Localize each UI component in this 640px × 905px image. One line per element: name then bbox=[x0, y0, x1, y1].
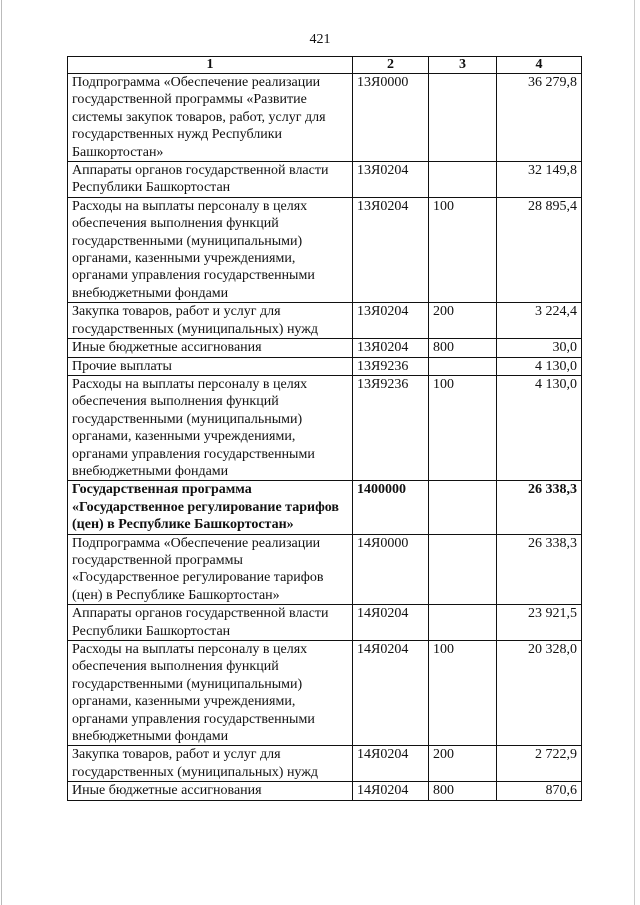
row-type-cell bbox=[429, 534, 497, 605]
row-type-cell: 800 bbox=[429, 339, 497, 357]
row-code-cell: 13Я0204 bbox=[353, 162, 429, 198]
row-code-cell: 13Я9236 bbox=[353, 357, 429, 375]
row-amount-cell: 26 338,3 bbox=[497, 534, 582, 605]
row-name-cell: Закупка товаров, работ и услуг для государственных (муниципальных) нужд bbox=[68, 746, 353, 782]
page-number: 421 bbox=[309, 32, 331, 47]
table-row bbox=[68, 162, 582, 198]
row-amount-cell: 36 279,8 bbox=[497, 74, 582, 162]
row-code-cell: 13Я0000 bbox=[353, 74, 429, 162]
table-row bbox=[68, 746, 582, 782]
row-code-cell: 14Я0204 bbox=[353, 746, 429, 782]
row-name-cell: Аппараты органов государственной власти Республики Башкортостан bbox=[68, 605, 353, 641]
row-name-cell: Иные бюджетные ассигнования bbox=[68, 782, 353, 800]
row-code-cell: 13Я0204 bbox=[353, 339, 429, 357]
row-amount-cell: 4 130,0 bbox=[497, 375, 582, 480]
row-code-cell: 14Я0204 bbox=[353, 605, 429, 641]
row-type-cell: 100 bbox=[429, 375, 497, 480]
table-row bbox=[68, 605, 582, 641]
header-col-2: 2 bbox=[353, 57, 429, 74]
row-code-cell: 13Я0204 bbox=[353, 303, 429, 339]
table-row bbox=[68, 197, 582, 302]
row-amount-cell: 870,6 bbox=[497, 782, 582, 800]
row-amount-cell: 28 895,4 bbox=[497, 197, 582, 302]
table-row bbox=[68, 375, 582, 480]
row-code-cell: 14Я0000 bbox=[353, 534, 429, 605]
row-name-cell: Расходы на выплаты персоналу в целях обеспечения выполнения функций государственными (муниципальными) органами, казенными учреждениями, органами управления государственными внебюджетными фондами bbox=[68, 197, 353, 302]
row-name-cell: Подпрограмма «Обеспечение реализации государственной программы «Государственное регулирование тарифов (цен) в Республике Башкортостан» bbox=[68, 534, 353, 605]
row-name-cell: Расходы на выплаты персоналу в целях обеспечения выполнения функций государственными (муниципальными) органами, казенными учреждениями, органами управления государственными внебюджетными фондами bbox=[68, 641, 353, 746]
table-row bbox=[68, 339, 582, 357]
budget-table bbox=[67, 56, 582, 801]
row-code-cell: 14Я0204 bbox=[353, 641, 429, 746]
row-code-cell: 1400000 bbox=[353, 481, 429, 534]
row-code-cell: 13Я0204 bbox=[353, 197, 429, 302]
row-amount-cell: 3 224,4 bbox=[497, 303, 582, 339]
scan-edge-right bbox=[634, 0, 635, 905]
row-name-cell: Подпрограмма «Обеспечение реализации государственной программы «Развитие системы закупок товаров, работ, услуг для государственных нужд Республики Башкортостан» bbox=[68, 74, 353, 162]
header-col-4: 4 bbox=[497, 57, 582, 74]
row-name-cell: Иные бюджетные ассигнования bbox=[68, 339, 353, 357]
row-code-cell: 14Я0204 bbox=[353, 782, 429, 800]
row-amount-cell: 20 328,0 bbox=[497, 641, 582, 746]
row-amount-cell: 26 338,3 bbox=[497, 481, 582, 534]
table-row bbox=[68, 534, 582, 605]
row-type-cell bbox=[429, 74, 497, 162]
row-type-cell: 100 bbox=[429, 197, 497, 302]
scan-edge-left bbox=[1, 0, 2, 905]
table-row bbox=[68, 782, 582, 800]
table-body bbox=[68, 74, 582, 801]
row-type-cell bbox=[429, 481, 497, 534]
table-row bbox=[68, 74, 582, 162]
row-amount-cell: 30,0 bbox=[497, 339, 582, 357]
row-name-cell: Аппараты органов государственной власти Республики Башкортостан bbox=[68, 162, 353, 198]
row-name-cell: Закупка товаров, работ и услуг для государственных (муниципальных) нужд bbox=[68, 303, 353, 339]
row-amount-cell: 32 149,8 bbox=[497, 162, 582, 198]
header-col-3: 3 bbox=[429, 57, 497, 74]
row-amount-cell: 23 921,5 bbox=[497, 605, 582, 641]
row-type-cell: 200 bbox=[429, 303, 497, 339]
table-row bbox=[68, 303, 582, 339]
row-name-cell: Прочие выплаты bbox=[68, 357, 353, 375]
table-header bbox=[68, 57, 582, 74]
header-col-1: 1 bbox=[68, 57, 353, 74]
row-amount-cell: 2 722,9 bbox=[497, 746, 582, 782]
table-row bbox=[68, 357, 582, 375]
header-row bbox=[68, 57, 582, 74]
row-type-cell: 800 bbox=[429, 782, 497, 800]
table-row bbox=[68, 641, 582, 746]
table-row bbox=[68, 481, 582, 534]
row-type-cell bbox=[429, 605, 497, 641]
row-code-cell: 13Я9236 bbox=[353, 375, 429, 480]
row-type-cell bbox=[429, 357, 497, 375]
row-type-cell: 200 bbox=[429, 746, 497, 782]
row-name-cell: Государственная программа «Государственное регулирование тарифов (цен) в Республике Башкортостан» bbox=[68, 481, 353, 534]
row-name-cell: Расходы на выплаты персоналу в целях обеспечения выполнения функций государственными (муниципальными) органами, казенными учреждениями, органами управления государственными внебюджетными фондами bbox=[68, 375, 353, 480]
row-type-cell: 100 bbox=[429, 641, 497, 746]
row-amount-cell: 4 130,0 bbox=[497, 357, 582, 375]
row-type-cell bbox=[429, 162, 497, 198]
